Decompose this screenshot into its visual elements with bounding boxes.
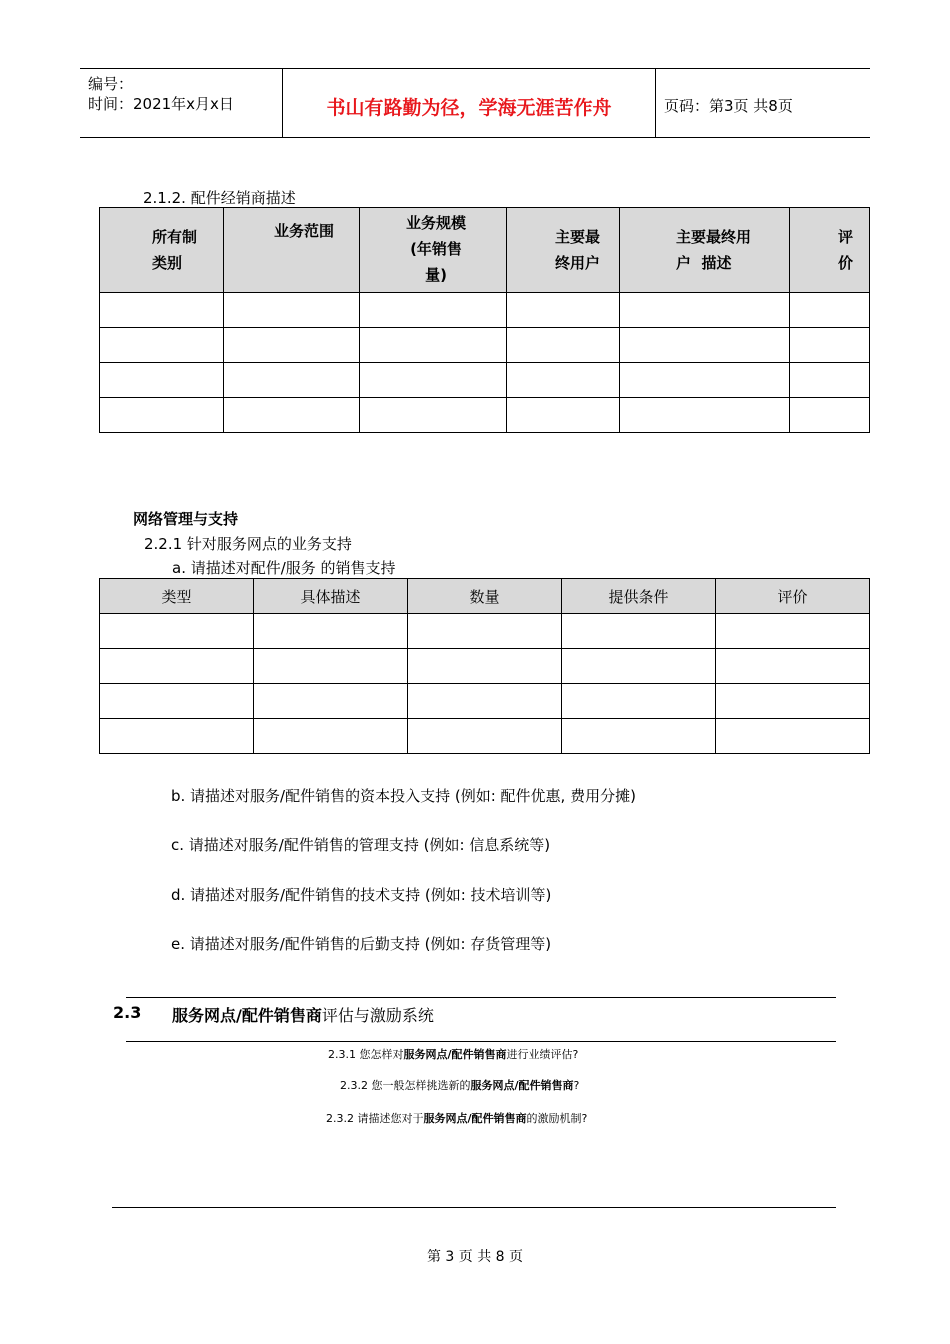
section-22-title: 网络管理与支持 bbox=[133, 510, 239, 528]
table-cell[interactable] bbox=[100, 328, 224, 363]
table-cell[interactable] bbox=[408, 649, 562, 684]
page-header bbox=[80, 68, 870, 138]
table-cell[interactable] bbox=[716, 649, 870, 684]
header-motto-cell bbox=[282, 69, 656, 137]
column-header: 业务规模 (年销售 量) bbox=[360, 208, 507, 293]
table-cell[interactable] bbox=[408, 614, 562, 649]
table-cell[interactable] bbox=[716, 614, 870, 649]
table-header-row bbox=[100, 208, 870, 293]
table-cell[interactable] bbox=[100, 719, 254, 754]
table-header-row bbox=[100, 579, 870, 614]
sales-support-table bbox=[99, 578, 870, 754]
motto-text: 书山有路勤为径，学海无涯苦作舟 bbox=[326, 97, 612, 119]
table-cell[interactable] bbox=[254, 719, 408, 754]
table-cell[interactable] bbox=[224, 293, 360, 328]
header-page-cell bbox=[654, 69, 870, 137]
table-row bbox=[100, 614, 870, 649]
table-cell[interactable] bbox=[254, 684, 408, 719]
table-row bbox=[100, 398, 870, 433]
section-23-bottom-rule bbox=[126, 1041, 836, 1042]
table-cell[interactable] bbox=[620, 328, 790, 363]
table-cell[interactable] bbox=[562, 614, 716, 649]
table-cell[interactable] bbox=[790, 328, 870, 363]
page-number-label: 页码：第3页 共8页 bbox=[664, 97, 793, 115]
table-row bbox=[100, 328, 870, 363]
question-231: 2.3.1 您怎样对服务网点/配件销售商进行业绩评估? bbox=[328, 1048, 579, 1061]
table-cell[interactable] bbox=[360, 293, 507, 328]
table-cell[interactable] bbox=[100, 614, 254, 649]
table-cell[interactable] bbox=[620, 363, 790, 398]
item-e-text: e. 请描述对服务/配件销售的后勤支持 (例如: 存货管理等) bbox=[171, 935, 552, 953]
table-cell[interactable] bbox=[408, 684, 562, 719]
table-cell[interactable] bbox=[562, 684, 716, 719]
table-row bbox=[100, 649, 870, 684]
item-b-text: b. 请描述对服务/配件销售的资本投入支持 (例如: 配件优惠, 费用分摊) bbox=[171, 787, 636, 805]
column-header: 所有制 类别 bbox=[100, 208, 224, 293]
column-header: 主要最终用 户 描述 bbox=[620, 208, 790, 293]
section-23-top-rule bbox=[126, 997, 836, 998]
section-23-title: 服务网点/配件销售商评估与激励系统 bbox=[172, 1006, 434, 1025]
table-cell[interactable] bbox=[224, 328, 360, 363]
number-label: 编号： bbox=[88, 75, 134, 93]
table-cell[interactable] bbox=[507, 328, 620, 363]
column-header: 数量 bbox=[408, 579, 562, 614]
footer-rule bbox=[112, 1207, 836, 1208]
table-cell[interactable] bbox=[100, 684, 254, 719]
table-cell[interactable] bbox=[100, 363, 224, 398]
table-cell[interactable] bbox=[254, 614, 408, 649]
dealer-description-table bbox=[99, 207, 870, 433]
section-212-title: 2.1.2. 配件经销商描述 bbox=[143, 189, 296, 207]
table-cell[interactable] bbox=[360, 398, 507, 433]
table-cell[interactable] bbox=[408, 719, 562, 754]
header-left-cell bbox=[80, 69, 282, 137]
table-cell[interactable] bbox=[562, 719, 716, 754]
table-cell[interactable] bbox=[620, 293, 790, 328]
item-a-text: a. 请描述对配件/服务 的销售支持 bbox=[172, 559, 396, 577]
table-cell[interactable] bbox=[254, 649, 408, 684]
column-header: 类型 bbox=[100, 579, 254, 614]
table-cell[interactable] bbox=[100, 293, 224, 328]
item-c-text: c. 请描述对服务/配件销售的管理支持 (例如: 信息系统等) bbox=[171, 836, 551, 854]
question-232-incentive: 2.3.2 请描述您对于服务网点/配件销售商的激励机制? bbox=[326, 1112, 588, 1125]
table-row bbox=[100, 684, 870, 719]
date-label: 时间：2021年x月x日 bbox=[88, 95, 234, 113]
column-header: 业务范围 bbox=[224, 208, 360, 293]
column-header: 具体描述 bbox=[254, 579, 408, 614]
question-232-select: 2.3.2 您一般怎样挑选新的服务网点/配件销售商? bbox=[340, 1079, 580, 1092]
section-23-number: 2.3 bbox=[113, 1003, 142, 1022]
footer-page-number: 第 3 页 共 8 页 bbox=[426, 1249, 524, 1265]
table-cell[interactable] bbox=[360, 363, 507, 398]
table-cell[interactable] bbox=[562, 649, 716, 684]
table-row bbox=[100, 719, 870, 754]
table-cell[interactable] bbox=[224, 398, 360, 433]
column-header: 评 价 bbox=[790, 208, 870, 293]
column-header: 评价 bbox=[716, 579, 870, 614]
table-row bbox=[100, 293, 870, 328]
item-d-text: d. 请描述对服务/配件销售的技术支持 (例如: 技术培训等) bbox=[171, 886, 552, 904]
table-cell[interactable] bbox=[790, 363, 870, 398]
table-cell[interactable] bbox=[224, 363, 360, 398]
table-cell[interactable] bbox=[716, 719, 870, 754]
table-cell[interactable] bbox=[360, 328, 507, 363]
table-cell[interactable] bbox=[790, 293, 870, 328]
column-header: 主要最 终用户 bbox=[507, 208, 620, 293]
table-row bbox=[100, 363, 870, 398]
table-cell[interactable] bbox=[507, 363, 620, 398]
column-header: 提供条件 bbox=[562, 579, 716, 614]
table-cell[interactable] bbox=[507, 398, 620, 433]
table-cell[interactable] bbox=[716, 684, 870, 719]
table-cell[interactable] bbox=[100, 649, 254, 684]
section-221-title: 2.2.1 针对服务网点的业务支持 bbox=[144, 535, 352, 553]
table-cell[interactable] bbox=[507, 293, 620, 328]
table-cell[interactable] bbox=[790, 398, 870, 433]
table-cell[interactable] bbox=[620, 398, 790, 433]
table-cell[interactable] bbox=[100, 398, 224, 433]
